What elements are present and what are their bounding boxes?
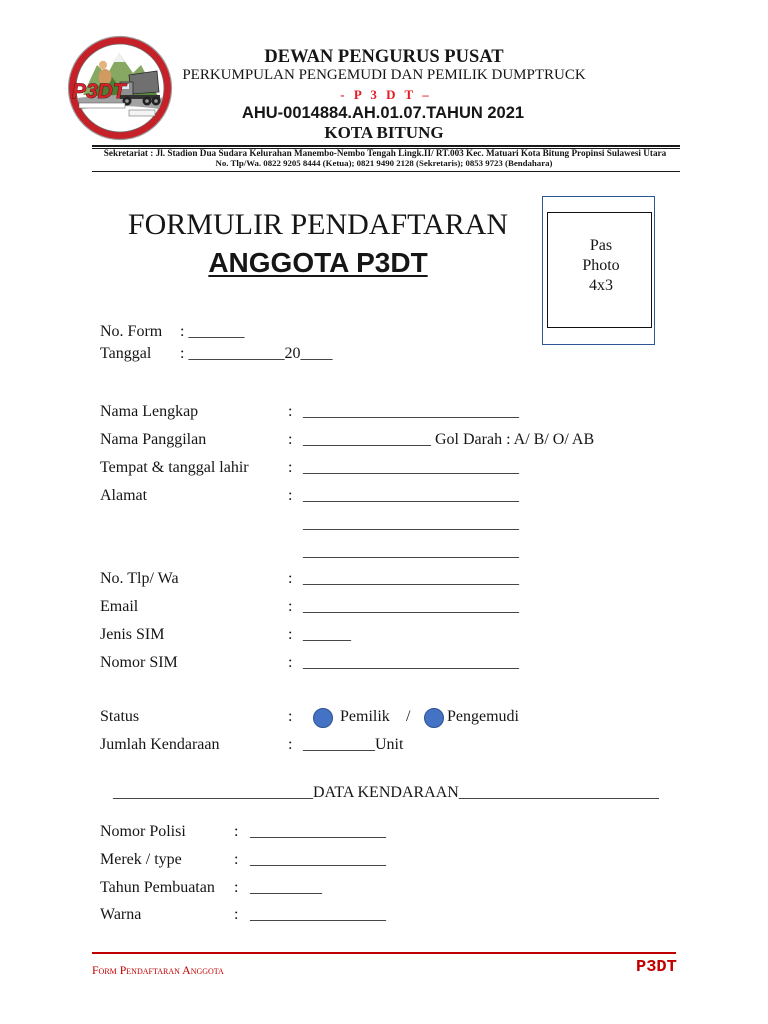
plate-number-colon: : (234, 823, 239, 840)
logo-truck-hub-rear2 (154, 99, 158, 103)
plate-number-blank: _________________ (250, 823, 386, 840)
secretariat-address: Sekretariat : Jl. Stadion Dua Sudara Kelurahan Manembo-Nembo Tengah Lingk.II/ RT.003 Kec. Matuari Kota Bitung Propinsi Sulawesi Utara (103, 148, 667, 158)
nickname-blank: ________________ (303, 431, 431, 448)
color-blank: _________________ (250, 906, 386, 923)
logo (67, 35, 173, 141)
logo-truck-hub-front (125, 99, 129, 103)
logo-banner (79, 103, 125, 108)
vehicle-count-row (303, 735, 403, 755)
vehicle-count-unit: Unit (375, 736, 404, 753)
license-type-blank: ______ (303, 626, 351, 643)
org-name: PERKUMPULAN PENGEMUDI DAN PEMILIK DUMPTRUCK (182, 67, 586, 83)
date-label: Tanggal (100, 345, 152, 362)
color-label: Warna (100, 906, 142, 923)
org-registration-number: AHU-0014884.AH.01.07.TAHUN 2021 (241, 104, 525, 122)
logo-text: P3DT (72, 80, 126, 103)
phone-label: No. Tlp/ Wa (100, 570, 179, 587)
status-option-driver-circle (424, 708, 444, 728)
date-blank: : ____________20____ (180, 345, 333, 362)
birth-place-date-label: Tempat & tanggal lahir (100, 459, 249, 476)
email-colon: : (288, 598, 293, 615)
phone-blank: ___________________________ (303, 570, 519, 587)
license-number-colon: : (288, 654, 293, 671)
status-label: Status (100, 708, 140, 725)
license-type-colon: : (288, 626, 293, 643)
nickname-colon: : (288, 431, 293, 448)
photo-box-line-1: Pas (589, 237, 613, 254)
manufacture-year-colon: : (234, 879, 239, 896)
photo-box-line-2: Photo (582, 257, 620, 274)
birth-place-date-colon: : (288, 459, 293, 476)
footer-brand: P3DT (636, 958, 677, 977)
brand-type-blank: _________________ (250, 851, 386, 868)
photo-box-line-3: 4x3 (589, 277, 613, 294)
vehicle-count-colon: : (288, 736, 293, 753)
org-abbreviation: - P 3 D T – (340, 87, 432, 102)
contact-numbers: No. Tlp/Wa. 0822 9205 8444 (Ketua); 0821 9490 2128 (Sekretaris); 0853 9723 (Bendahara) (215, 158, 553, 168)
full-name-blank: ___________________________ (303, 403, 519, 420)
email-blank: ___________________________ (303, 598, 519, 615)
form-number-blank: : _______ (180, 323, 245, 340)
letterhead-bottom-rule (92, 171, 680, 172)
address-colon: : (288, 487, 293, 504)
status-option-driver-label: Pengemudi (447, 708, 519, 725)
logo-truck-hub-rear (145, 99, 149, 103)
address-blank-3: ___________________________ (303, 543, 519, 560)
license-number-label: Nomor SIM (100, 654, 178, 671)
license-number-blank: ___________________________ (303, 654, 519, 671)
email-label: Email (100, 598, 139, 615)
vehicle-section-title: DATA KENDARAAN (313, 784, 459, 801)
vehicle-section-rule-right: _________________________ (458, 784, 659, 801)
status-separator: / (406, 708, 411, 725)
status-option-owner-circle (313, 708, 333, 728)
manufacture-year-blank: _________ (250, 879, 322, 896)
footer-rule (92, 952, 676, 954)
vehicle-count-label: Jumlah Kendaraan (100, 736, 220, 753)
nickname-label: Nama Panggilan (100, 431, 207, 448)
vehicle-section-heading (113, 783, 659, 803)
footer-document-name: Form Pendaftaran Anggota (92, 963, 224, 977)
address-blank-1: ___________________________ (303, 487, 519, 504)
phone-colon: : (288, 570, 293, 587)
brand-type-colon: : (234, 851, 239, 868)
page-subtitle: ANGGOTA P3DT (208, 247, 428, 278)
birth-place-date-blank: ___________________________ (303, 459, 519, 476)
address-label: Alamat (100, 487, 148, 504)
blood-type-options: Gol Darah : A/ B/ O/ AB (431, 431, 595, 448)
logo-truck-bed (129, 71, 159, 94)
logo-badge (129, 110, 155, 116)
org-city: KOTA BITUNG (324, 123, 444, 142)
full-name-label: Nama Lengkap (100, 403, 199, 420)
license-type-label: Jenis SIM (100, 626, 165, 643)
vehicle-section-rule-left: _________________________ (113, 784, 313, 801)
full-name-colon: : (288, 403, 293, 420)
nickname-row-blank (303, 430, 594, 450)
color-colon: : (234, 906, 239, 923)
vehicle-count-blank: _________ (303, 736, 375, 753)
manufacture-year-label: Tahun Pembuatan (100, 879, 215, 896)
form-number-label: No. Form (100, 323, 163, 340)
plate-number-label: Nomor Polisi (100, 823, 186, 840)
status-colon: : (288, 708, 293, 725)
brand-type-label: Merek / type (100, 851, 182, 868)
logo-graphic (67, 35, 173, 141)
org-level: DEWAN PENGURUS PUSAT (264, 47, 504, 67)
status-option-owner-label: Pemilik (340, 708, 390, 725)
address-blank-2: ___________________________ (303, 515, 519, 532)
page-title: FORMULIR PENDAFTARAN (127, 208, 509, 241)
logo-figure-head (99, 61, 107, 69)
